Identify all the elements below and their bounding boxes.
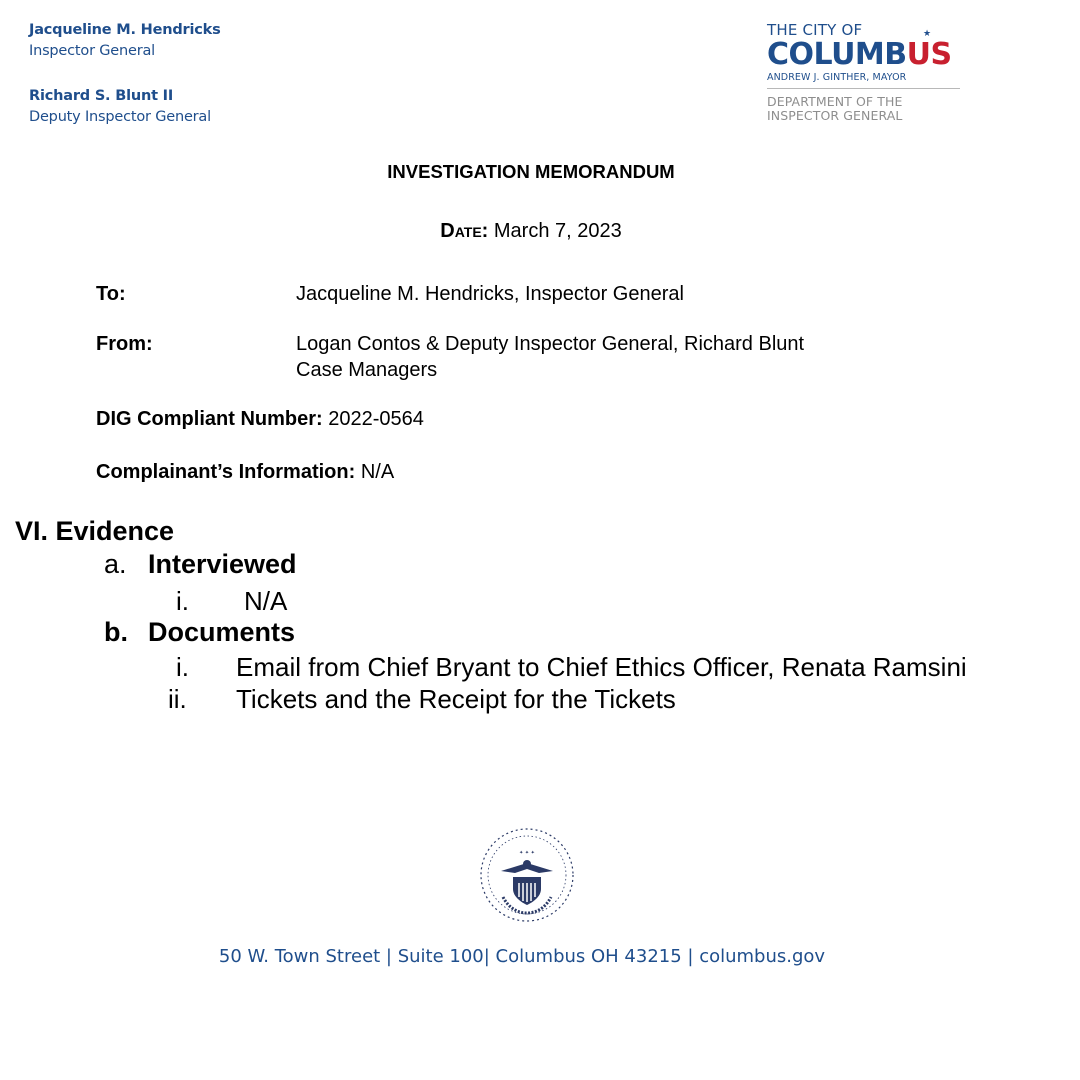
official-title: Deputy Inspector General xyxy=(29,109,211,125)
complainant-info-value: N/A xyxy=(360,461,395,483)
complaint-number-value: 2022-0564 xyxy=(328,408,424,430)
to-row xyxy=(96,281,684,307)
official-name: Jacqueline M. Hendricks xyxy=(29,22,221,38)
to-label: To: xyxy=(96,283,126,305)
from-row xyxy=(96,331,804,383)
svg-text:✦ ✦ ✦: ✦ ✦ ✦ xyxy=(519,850,535,856)
logo-wordmark: COLUMBUS xyxy=(767,37,952,72)
list-item: i. Email from Chief Bryant to Chief Ethics Officer, Renata Ramsini xyxy=(176,652,967,682)
memo-date xyxy=(0,220,1062,243)
complainant-info-row xyxy=(96,461,394,484)
logo-divider xyxy=(767,88,960,89)
to-value: Jacqueline M. Hendricks, Inspector General xyxy=(296,283,684,305)
official-name: Richard S. Blunt II xyxy=(29,88,174,104)
official-inspector-general xyxy=(29,20,221,62)
complaint-number-label: DIG Compliant Number: xyxy=(96,408,323,430)
logo-city-of: THE CITY OF ★ xyxy=(767,22,967,39)
date-label: Date: xyxy=(440,220,489,242)
city-logo xyxy=(767,22,967,123)
list-item: i. N/A xyxy=(176,586,288,616)
list-item: ii. Tickets and the Receipt for the Tickets xyxy=(168,684,676,714)
date-value: March 7, 2023 xyxy=(493,220,622,242)
official-deputy-inspector-general xyxy=(29,86,221,128)
from-value: Logan Contos & Deputy Inspector General, Richard Blunt Case Managers xyxy=(296,333,805,381)
logo-department: DEPARTMENT OF THE INSPECTOR GENERAL xyxy=(767,94,903,123)
complaint-number-row xyxy=(96,408,424,431)
footer-address: 50 W. Town Street | Suite 100| Columbus OH 43215 | columbus.gov xyxy=(218,946,826,967)
city-seal-icon xyxy=(479,827,575,923)
evidence-interviewed: a. Interviewed xyxy=(104,549,297,579)
star-icon: ★ xyxy=(923,29,932,39)
evidence-documents: b. Documents xyxy=(104,617,296,647)
evidence-heading: VI. Evidence xyxy=(15,516,175,546)
officials-block xyxy=(29,20,221,128)
official-title: Inspector General xyxy=(29,43,155,59)
memo-title: INVESTIGATION MEMORANDUM xyxy=(387,161,675,182)
complainant-info-label: Complainant’s Information: xyxy=(96,461,356,483)
logo-mayor: ANDREW J. GINTHER, MAYOR xyxy=(767,72,907,83)
from-label: From: xyxy=(96,333,153,355)
